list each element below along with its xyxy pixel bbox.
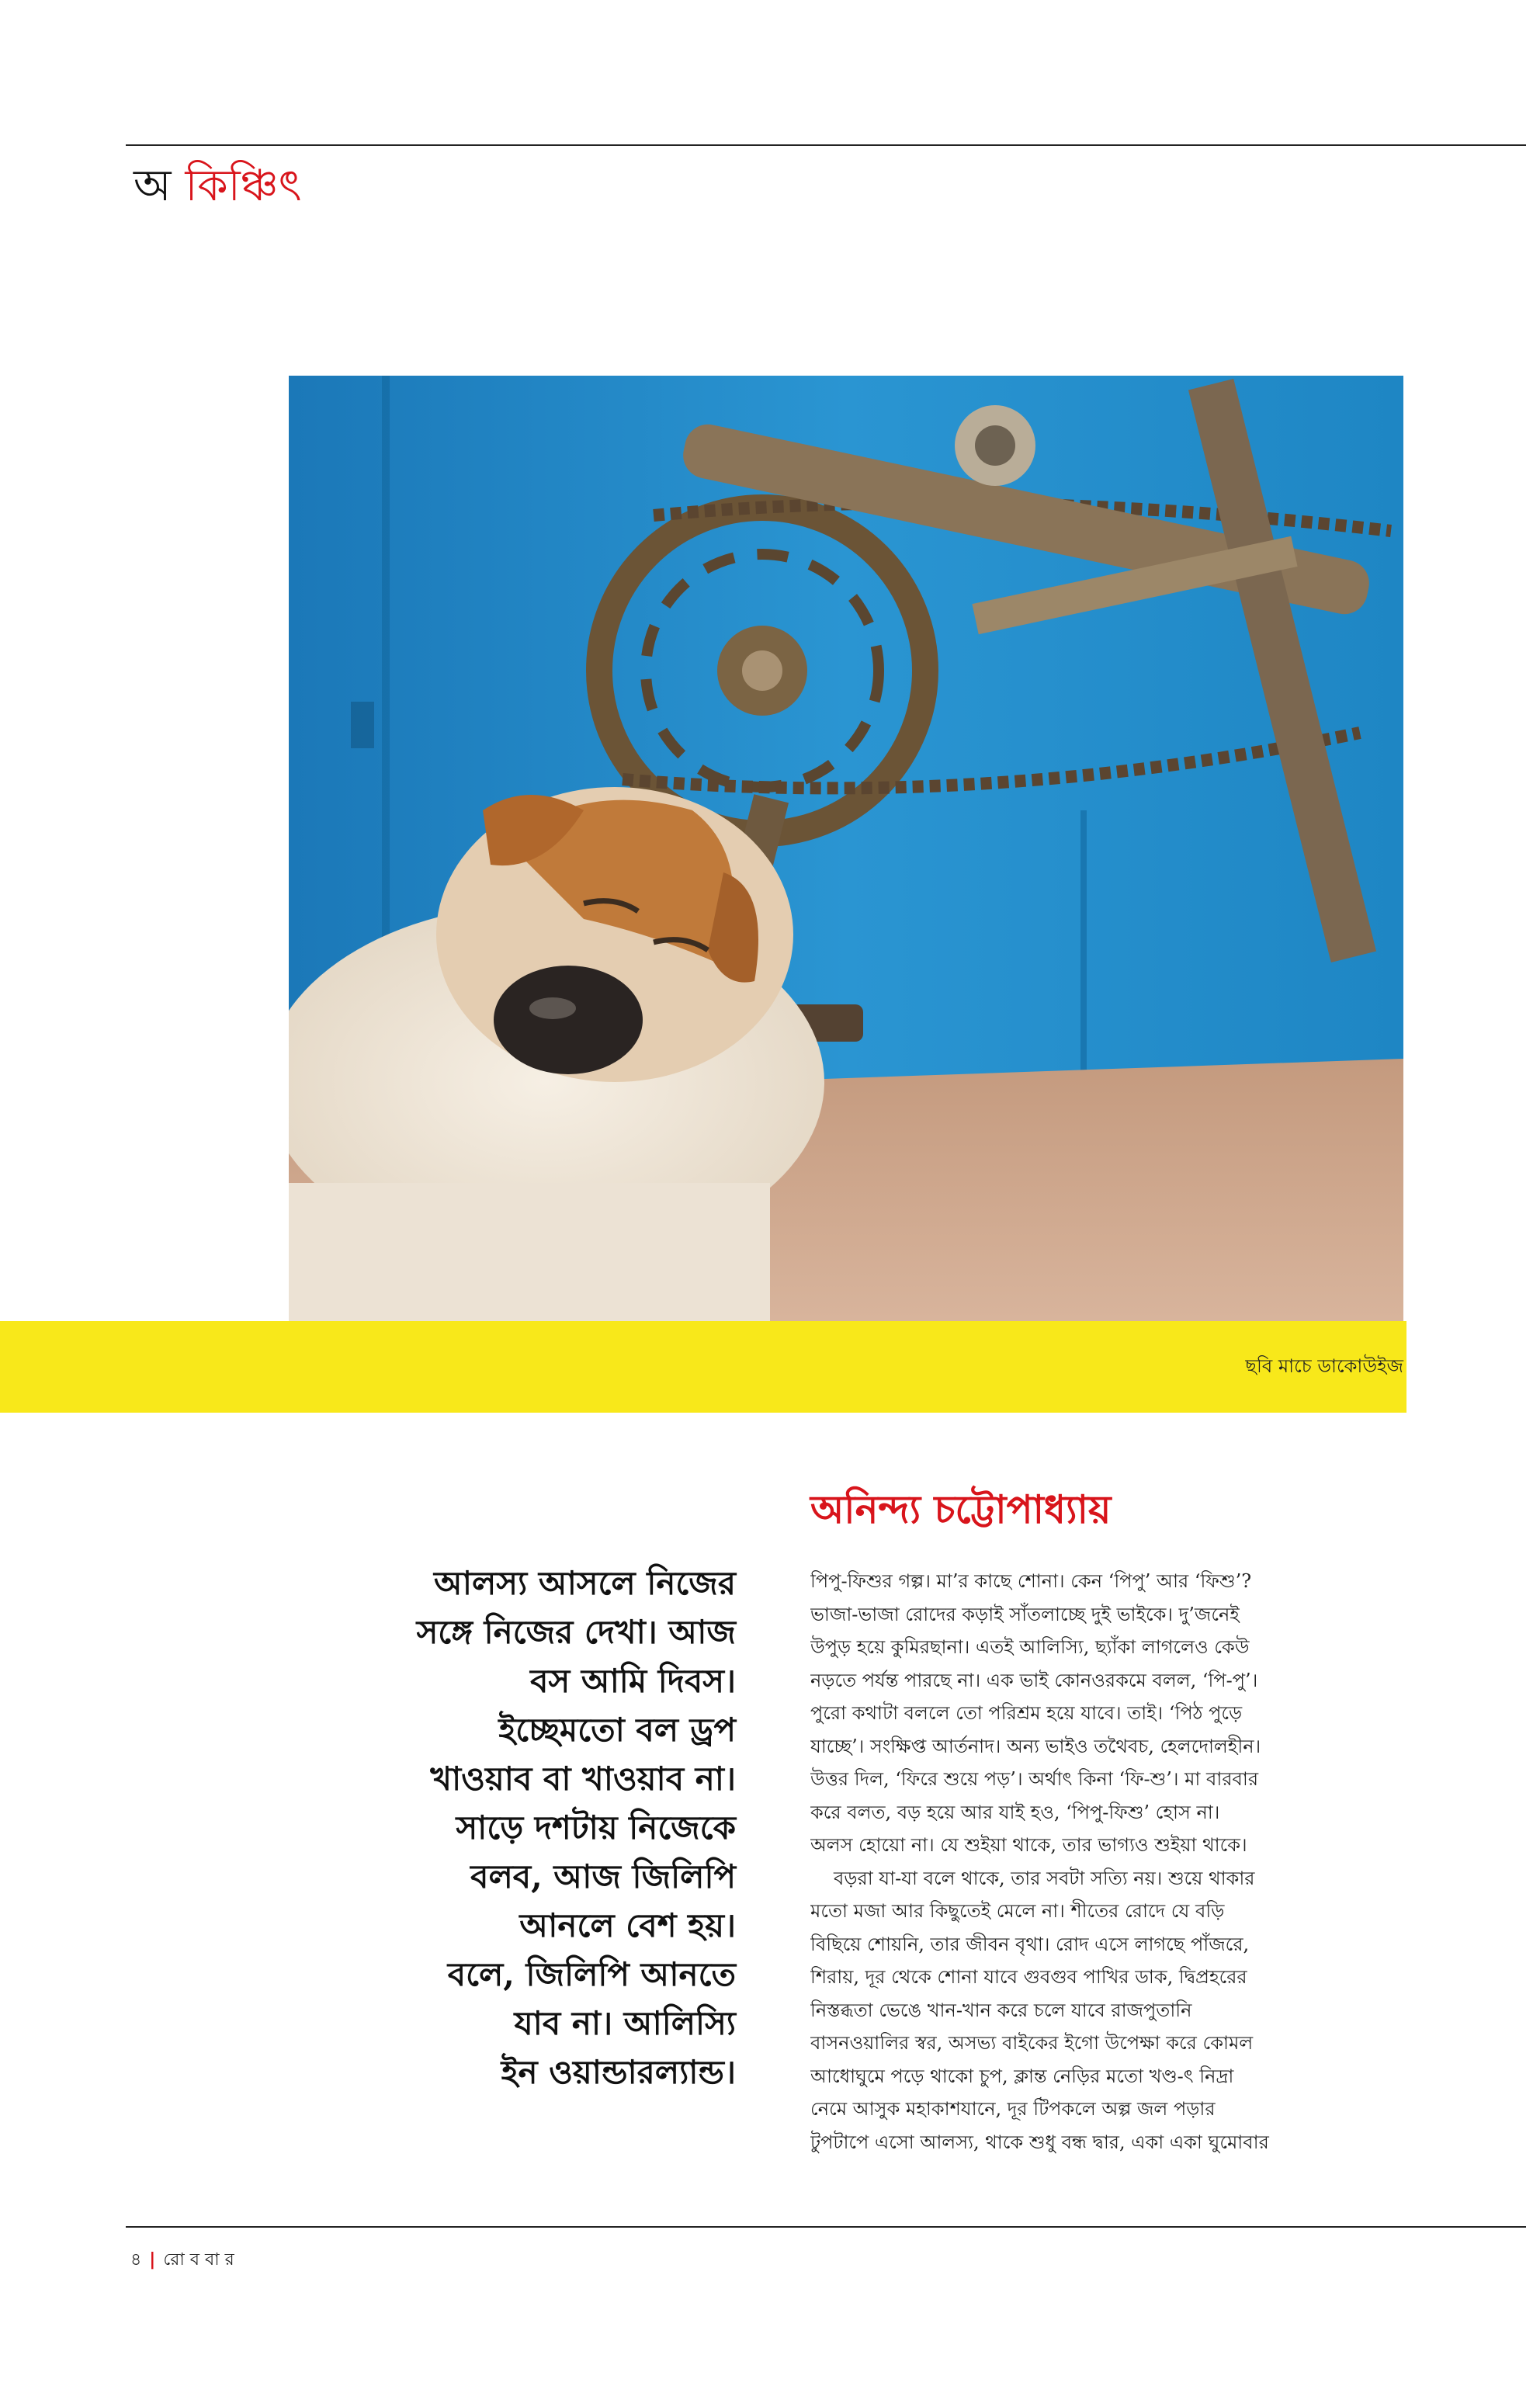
body-line: নড়তে পর্যন্ত পারছে না। এক ভাই কোনওরকমে বলল, ‘পি-পু’। <box>810 1669 1258 1691</box>
body-line: পিপু-ফিশুর গল্প। মা’র কাছে শোনা। কেন ‘পিপু’ আর ‘ফিশু’? <box>810 1570 1252 1592</box>
body-line: বিছিয়ে শোয়নি, তার জীবন বৃথা। রোদ এসে লাগছে পাঁজরে, <box>810 1933 1250 1955</box>
pullquote-line: যাব না। আলিস্যি <box>514 2004 736 2042</box>
photo-illustration <box>289 376 1403 1321</box>
page-number: ৪ <box>130 2250 142 2270</box>
pullquote-line: সঙ্গে নিজের দেখা। আজ <box>416 1613 736 1651</box>
dog-bicycle-photo <box>289 376 1403 1321</box>
article-body <box>810 1565 1397 2159</box>
bottom-rule <box>126 2226 1526 2228</box>
body-line: পুরো কথাটা বললে তো পরিশ্রম হয়ে যাবে। তাই। ‘পিঠ পুড়ে <box>810 1702 1243 1724</box>
body-line: উপুড় হয়ে কুমিরছানা। এতই আলিস্যি, ছ্যাঁকা লাগলেও কেউ <box>810 1636 1250 1658</box>
folio-separator: | <box>149 2250 156 2270</box>
magazine-name: রো ব বা র <box>163 2250 234 2270</box>
author-name: অনিন্দ্য চট্টোপাধ্যায় <box>810 1486 1112 1532</box>
body-line: নিস্তব্ধতা ভেঙে খান-খান করে চলে যাবে রাজপুতানি <box>810 1999 1192 2021</box>
pullquote-line: ইচ্ছেমতো বল ড্রপ <box>498 1711 736 1749</box>
page-footer <box>130 2246 234 2275</box>
section-title: কিঞ্চিৎ <box>185 161 302 211</box>
body-line: আধোঘুমে পড়ে থাকো চুপ, ক্লান্ত নেড়ির মতো খণ্ড-ৎ নিদ্রা <box>810 2065 1234 2087</box>
body-line: ভাজা-ভাজা রোদের কড়াই সাঁতলাচ্ছে দুই ভাইকে। দু’জনেই <box>810 1603 1240 1625</box>
pullquote-line: সাড়ে দশটায় নিজেকে <box>456 1809 736 1847</box>
pullquote-line: বলে, জিলিপি আনতে <box>447 1955 736 1993</box>
body-line: টুপটাপে এসো আলস্য, থাকে শুধু বন্ধ দ্বার, একা একা ঘুমোবার <box>810 2131 1269 2153</box>
pullquote-line: আলস্য আসলে নিজের <box>433 1564 736 1602</box>
body-line: নেমে আসুক মহাকাশযানে, দূর টিপকলে অল্প জল পড়ার <box>810 2098 1216 2120</box>
pull-quote <box>326 1559 736 2096</box>
body-line: বড়রা যা-যা বলে থাকে, তার সবটা সত্যি নয়। শুয়ে থাকার <box>834 1867 1255 1889</box>
top-rule <box>126 144 1526 146</box>
body-line: অলস হোয়ো না। যে শুইয়া থাকে, তার ভাগ্যও শুইয়া থাকে। <box>810 1834 1247 1856</box>
caption-band <box>0 1321 1406 1413</box>
pullquote-line: আনলে বেশ হয়। <box>519 1906 736 1944</box>
body-line: করে বলত, বড় হয়ে আর যাই হও, ‘পিপু-ফিশু’ হোস না। <box>810 1801 1220 1823</box>
section-prefix: অ <box>134 161 172 211</box>
body-line: শিরায়, দূর থেকে শোনা যাবে গুবগুব পাখির ডাক, দ্বিপ্রহরের <box>810 1966 1247 1988</box>
body-line: বাসনওয়ালির স্বর, অসভ্য বাইকের ইগো উপেক্ষা করে কোমল <box>810 2032 1254 2054</box>
pullquote-line: খাওয়াব বা খাওয়াব না। <box>430 1760 736 1798</box>
pullquote-line: বস আমি দিবস। <box>530 1662 736 1700</box>
body-line: যাচ্ছে’। সংক্ষিপ্ত আর্তনাদ। অন্য ভাইও তথৈবচ, হেলদোলহীন। <box>810 1735 1261 1757</box>
pullquote-line: বলব, আজ জিলিপি <box>470 1857 736 1895</box>
photo-credit: ছবি মাচে ডাকোউইজ <box>1245 1355 1403 1377</box>
section-header <box>134 161 302 211</box>
body-line: উত্তর দিল, ‘ফিরে শুয়ে পড়’। অর্থাৎ কিনা ‘ফি-শু’। মা বারবার <box>810 1768 1259 1790</box>
pullquote-line: ইন ওয়ান্ডারল্যান্ড। <box>501 2053 736 2091</box>
body-line: মতো মজা আর কিছুতেই মেলে না। শীতের রোদে যে বড়ি <box>810 1900 1225 1922</box>
